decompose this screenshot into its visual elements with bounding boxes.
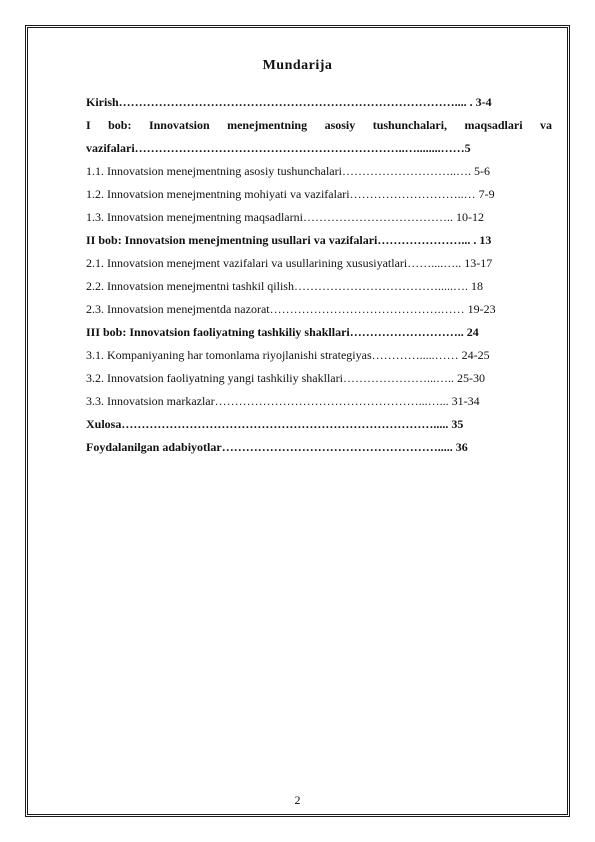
toc-entry-2-2: 2.2. Innovatsion menejmentni tashkil qilish……………………………….....…. 18: [86, 279, 483, 293]
toc-entry-1-1: 1.1. Innovatsion menejmentning asosiy tushunchalari………………………..…. 5-6: [86, 164, 490, 178]
toc-entry-kirish: Kirish………………………………………………………………………….... . 3-4: [86, 95, 492, 109]
toc-entry-1-2: 1.2. Innovatsion menejmentning mohiyati va vazifalari………………………..… 7-9: [86, 187, 495, 201]
toc-entry-1-3: 1.3. Innovatsion menejmentning maqsadlarni……………………………….. 10-12: [86, 210, 484, 224]
toc-entry-chapter-3: III bob: Innovatsion faoliyatning tashkiliy shakllari……………………….. 24: [86, 325, 479, 339]
toc-entry-3-1: 3.1. Kompaniyaning har tomonlama riyojlanishi strategiyas………….....…… 24-25: [86, 348, 490, 362]
document-title: Mundarija: [262, 58, 333, 73]
toc-entry-chapter-1-line-2: vazifalari…………………………………………………………..…........……5: [86, 141, 471, 155]
toc-entry-2-1: 2.1. Innovatsion menejment vazifalari va usullarining xususiyatlari……....….. 13-17: [86, 256, 493, 270]
toc-entry-xulosa: Xulosa……………………………………………………………………..... 35: [86, 417, 464, 431]
toc-entry-chapter-1-line-1: I bob: Innovatsion menejmentning asosiy tushunchalari, maqsadlari va: [86, 118, 552, 132]
toc-entry-3-2: 3.2. Innovatsion faoliyatning yangi tashkiliy shakllari…………………...….. 25-30: [86, 371, 485, 385]
toc-entry-adabiyotlar: Foydalanilgan adabiyotlar………………………………………………..... 36: [86, 440, 468, 454]
toc-entry-3-3: 3.3. Innovatsion markazlar……………………………………………...…... 31-34: [86, 394, 480, 408]
toc-entry-chapter-2: II bob: Innovatsion menejmentning usullari va vazifalari…………………... . 13: [86, 233, 492, 247]
page-number: 2: [294, 793, 301, 807]
table-of-contents: [86, 91, 552, 459]
toc-entry-2-3: 2.3. Innovatsion menejmentda nazorat…………………………………….…… 19-23: [86, 302, 496, 316]
